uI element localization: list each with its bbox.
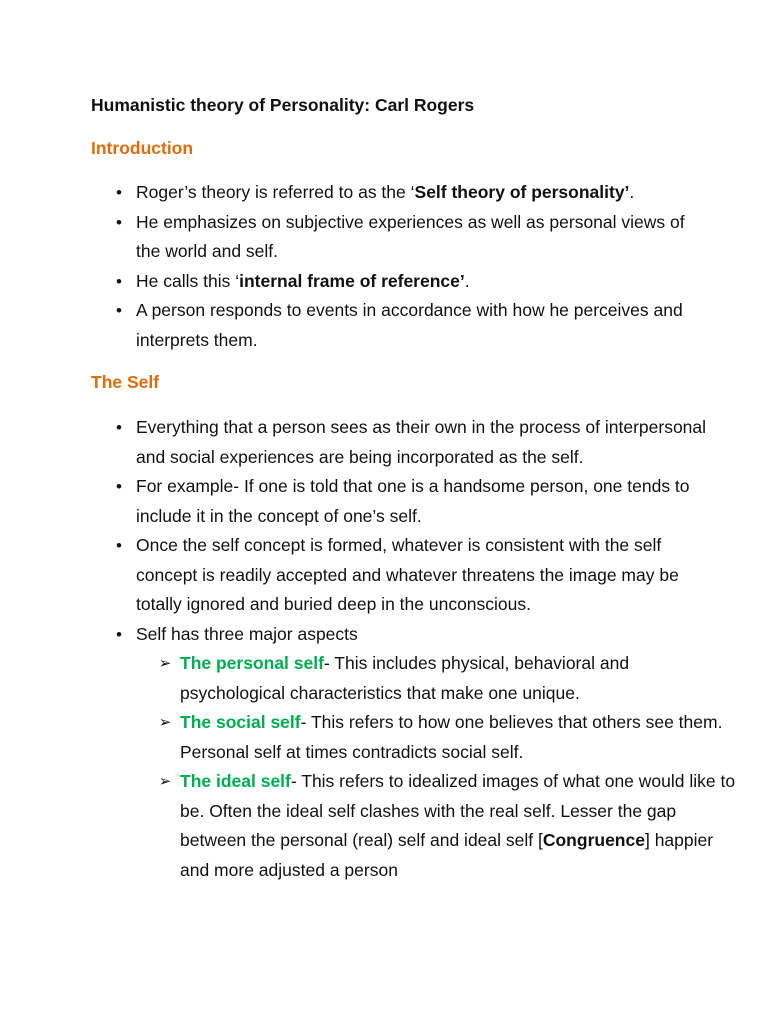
aspect-term: The social self — [180, 712, 301, 732]
list-item — [0, 472, 768, 531]
introduction-heading: Introduction — [91, 138, 194, 158]
the-self-heading: The Self — [91, 372, 160, 392]
bullet-text: For example- If one is told that one is a handsome person, one tends to include it in the concept of one’s self. — [136, 476, 690, 526]
bullet-icon: • — [116, 624, 122, 644]
bold-term: Self theory of personality’ — [414, 182, 630, 202]
list-item — [0, 413, 768, 472]
aspect-item-social-self — [158, 708, 738, 767]
list-item — [0, 296, 768, 355]
introduction-bullet-list — [0, 178, 768, 355]
arrow-bullet-icon: ➢ — [158, 655, 172, 672]
list-item — [0, 178, 768, 208]
bullet-icon: • — [116, 301, 122, 320]
arrow-bullet-icon: ➢ — [158, 773, 172, 790]
aspect-text: - This refers to how one believes that others see them. Personal self at times contradicts social self. — [180, 712, 723, 762]
bullet-text-post: . — [464, 270, 470, 291]
list-item — [0, 531, 768, 620]
bullet-icon: • — [116, 477, 122, 496]
list-item — [0, 208, 768, 267]
aspect-item-personal-self — [158, 649, 738, 708]
bullet-text: He emphasizes on subjective experiences as well as personal views of the world and self. — [136, 211, 685, 261]
arrow-bullet-icon: ➢ — [158, 714, 172, 731]
bullet-text-post: . — [629, 182, 635, 202]
aspect-item-ideal-self — [158, 767, 738, 885]
bullet-text: Self has three major aspects — [136, 623, 358, 644]
list-item — [0, 267, 768, 297]
the-self-bullet-list — [0, 413, 768, 885]
bold-term: internal frame of reference’ — [239, 270, 465, 291]
bullet-text: A person responds to events in accordance with how he perceives and interprets them. — [136, 300, 683, 350]
bullet-icon: • — [116, 212, 122, 232]
aspect-text-after: ] happier and more adjusted a person — [180, 830, 714, 880]
bullet-icon: • — [116, 183, 122, 202]
bullet-text-pre: Roger’s theory is referred to as the ‘ — [136, 182, 415, 202]
document-title: Humanistic theory of Personality: Carl Rogers — [91, 95, 475, 115]
bullet-icon: • — [116, 271, 122, 291]
aspect-text: - This includes physical, behavioral and psychological characteristics that make one unique. — [180, 653, 630, 703]
bold-term-congruence: Congruence — [542, 830, 645, 850]
bullet-icon: • — [116, 536, 122, 555]
bullet-text: Everything that a person sees as their own in the process of interpersonal and social experiences are being incorporated as the self. — [136, 417, 707, 467]
aspect-term: The personal self — [180, 653, 324, 673]
list-item — [0, 620, 768, 886]
bullet-text: Once the self concept is formed, whatever is consistent with the self concept is readily accepted and whatever threatens the image may be totally ignored and buried deep in the unconscious. — [136, 535, 679, 614]
aspect-text-before: - This refers to idealized images of what one would like to be. Often the ideal self clashes with the real self. Lesser the gap between the personal (real) self and ideal self [ — [180, 771, 736, 850]
bullet-icon: • — [116, 418, 122, 437]
aspect-term: The ideal self — [180, 771, 291, 791]
self-aspects-list — [158, 649, 738, 885]
bullet-text-pre: He calls this ‘ — [136, 270, 240, 291]
